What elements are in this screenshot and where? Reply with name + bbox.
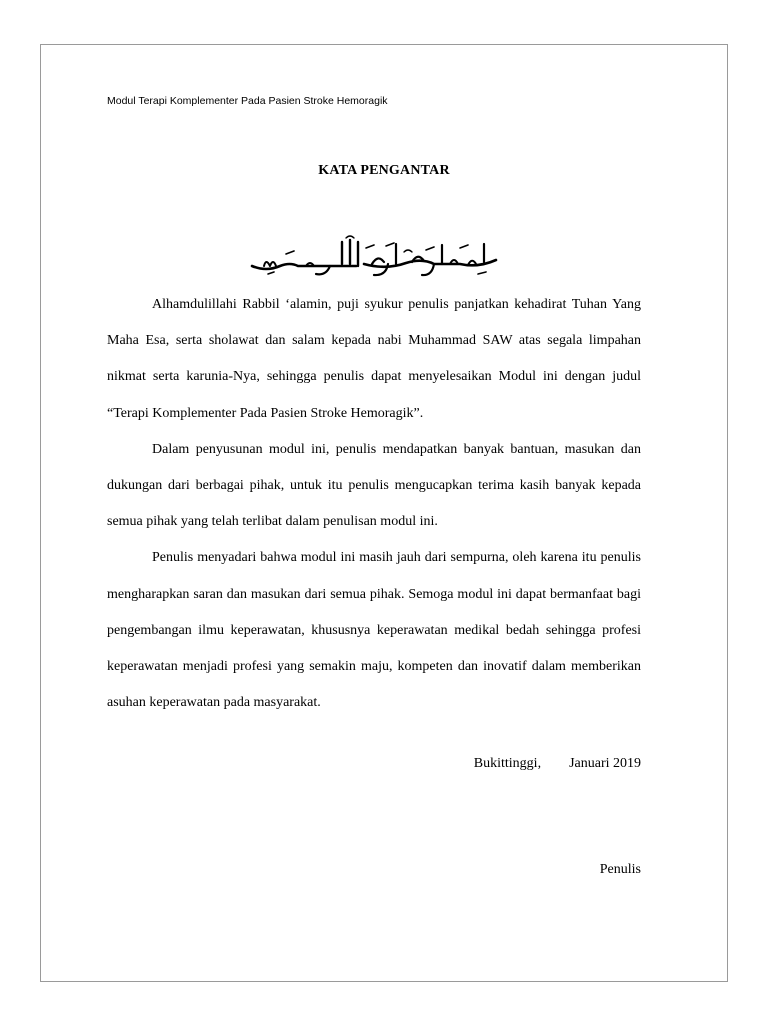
decorative-border-left bbox=[28, 40, 40, 984]
paragraph-1: Alhamdulillahi Rabbil ‘alamin, puji syukur penulis panjatkan kehadirat Tuhan Yang Maha Esa, serta sholawat dan salam kepada nabi Muhammad SAW atas segala limpahan nikmat serta karunia-Nya, sehingga penulis dapat menyelesaikan Modul ini dengan judul “Terapi Komplementer Pada Pasien Stroke Hemoragik”. bbox=[107, 297, 641, 421]
paragraph-2: Dalam penyusunan modul ini, penulis mendapatkan banyak bantuan, masukan dan dukungan dari berbagai pihak, untuk itu penulis mengucapkan terima kasih banyak kepada semua pihak yang telah terlibat dalam penulisan modul ini. bbox=[107, 441, 641, 530]
basmala-calligraphy bbox=[246, 230, 502, 280]
signature-name: Penulis bbox=[599, 862, 641, 877]
place-date: Bukittinggi, Januari 2019 bbox=[473, 756, 641, 771]
decorative-border-right bbox=[728, 40, 740, 984]
running-header: Modul Terapi Komplementer Pada Pasien Stroke Hemoragik bbox=[107, 95, 388, 107]
preface-body bbox=[107, 287, 641, 721]
paragraph-3: Penulis menyadari bahwa modul ini masih jauh dari sempurna, oleh karena itu penulis mengharapkan saran dan masukan dari semua pihak. Semoga modul ini dapat bermanfaat bagi pengembangan ilmu keperawatan, khususnya keperawatan medikal bedah sehingga profesi keperawatan menjadi profesi yang semakin maju, kompeten dan inovatif dalam memberikan asuhan keperawatan pada masyarakat. bbox=[107, 550, 641, 711]
page-title: KATA PENGANTAR bbox=[318, 163, 450, 178]
decorative-border-bottom bbox=[34, 982, 734, 994]
decorative-border-top bbox=[34, 32, 734, 44]
